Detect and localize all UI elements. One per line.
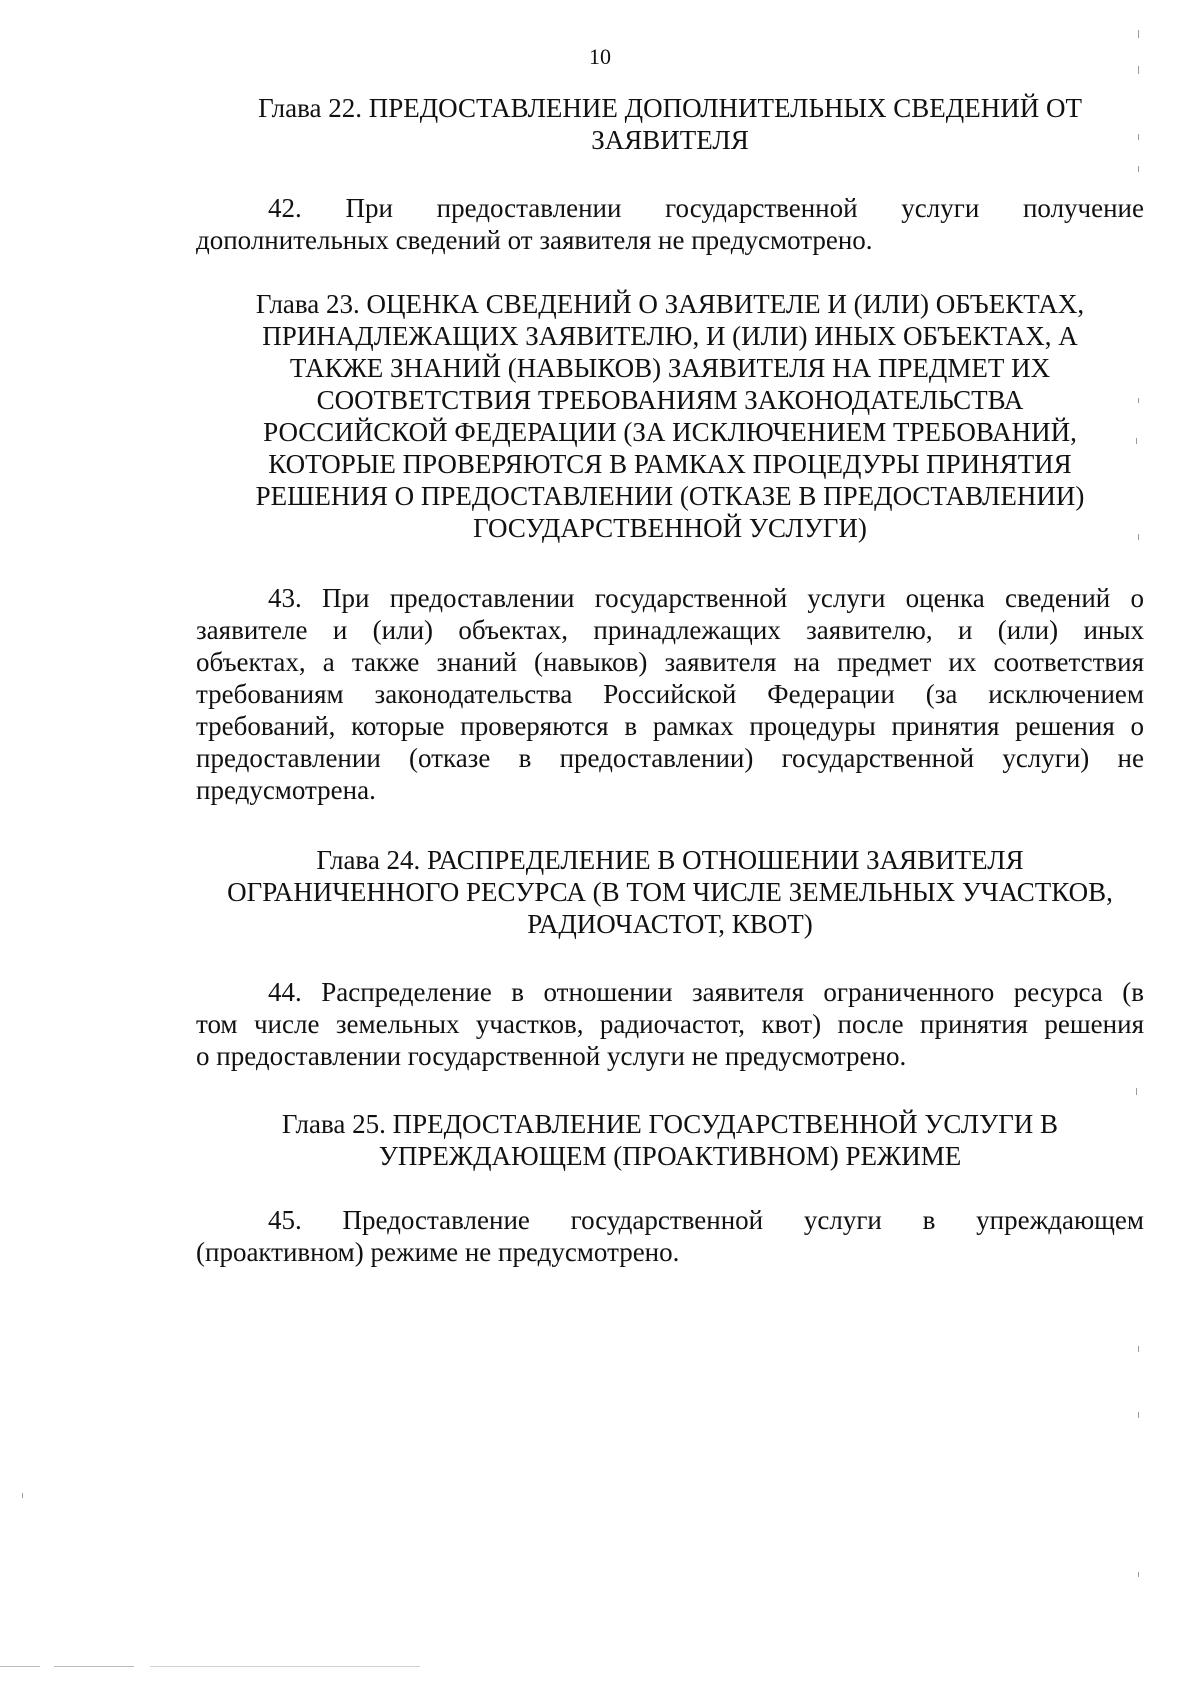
heading-line: Глава 22. ПРЕДОСТАВЛЕНИЕ ДОПОЛНИТЕЛЬНЫХ СВЕДЕНИЙ ОТ (258, 93, 1082, 123)
paragraph-line: предоставлении (отказе в предоставлении) государственной услуги) не (196, 743, 1144, 773)
paragraph-44 (196, 976, 1144, 1072)
chapter-22-heading (196, 92, 1144, 156)
paragraph-line: 42. При предоставлении государственной услуги получение (268, 193, 1144, 223)
paragraph-line: дополнительных сведений от заявителя не предусмотрено. (196, 225, 873, 255)
scan-artifact (1138, 1572, 1139, 1577)
heading-line: РАДИОЧАСТОТ, КВОТ) (527, 909, 813, 939)
heading-line: Глава 25. ПРЕДОСТАВЛЕНИЕ ГОСУДАРСТВЕННОЙ УСЛУГИ В (281, 1109, 1059, 1139)
scan-artifact (1138, 30, 1139, 38)
scan-artifact (1138, 66, 1139, 74)
paragraph-line: 44. Распределение в отношении заявителя ограниченного ресурса (в (268, 977, 1144, 1007)
scan-artifact (1138, 1412, 1139, 1418)
paragraph-line: о предоставлении государственной услуги не предусмотрено. (196, 1041, 907, 1071)
chapter-23-heading (196, 288, 1144, 544)
paragraph-line: (проактивном) режиме не предусмотрено. (196, 1237, 680, 1267)
paragraph-line: том числе земельных участков, радиочастот, квот) после принятия решения (196, 1009, 1144, 1039)
heading-line: СООТВЕТСТВИЯ ТРЕБОВАНИЯМ ЗАКОНОДАТЕЛЬСТВА (316, 385, 1024, 415)
scan-artifact (1138, 134, 1139, 140)
scan-artifact (1136, 438, 1137, 444)
paragraph-line: предусмотрена. (196, 775, 376, 805)
heading-line: РОССИЙСКОЙ ФЕДЕРАЦИИ (ЗА ИСКЛЮЧЕНИЕМ ТРЕБОВАНИЙ, (263, 417, 1077, 447)
scan-artifact (1138, 398, 1139, 403)
paragraph-line: заявителе и (или) объектах, принадлежащих заявителю, и (или) иных (196, 615, 1144, 645)
paragraph-line: 43. При предоставлении государственной услуги оценка сведений о (268, 583, 1144, 613)
paragraph-43 (196, 582, 1144, 806)
heading-line: ПРИНАДЛЕЖАЩИХ ЗАЯВИТЕЛЮ, И (ИЛИ) ИНЫХ ОБЪЕКТАХ, А (262, 321, 1078, 351)
heading-line: Глава 24. РАСПРЕДЕЛЕНИЕ В ОТНОШЕНИИ ЗАЯВИТЕЛЯ (316, 845, 1024, 875)
scan-artifact (1136, 1088, 1137, 1095)
scan-artifact (1138, 1346, 1139, 1352)
paragraph-line: требований, которые проверяются в рамках процедуры принятия решения о (196, 711, 1144, 741)
chapter-25-heading (196, 1108, 1144, 1172)
heading-line: ОГРАНИЧЕННОГО РЕСУРСА (В ТОМ ЧИСЛЕ ЗЕМЕЛЬНЫХ УЧАСТКОВ, (227, 877, 1113, 907)
paragraph-42 (196, 192, 1144, 256)
scan-artifact (150, 1666, 420, 1667)
page-number: 10 (589, 44, 611, 69)
heading-line: ГОСУДАРСТВЕННОЙ УСЛУГИ) (473, 513, 867, 543)
heading-line: ТАКЖЕ ЗНАНИЙ (НАВЫКОВ) ЗАЯВИТЕЛЯ НА ПРЕДМЕТ ИХ (289, 353, 1051, 383)
scan-artifact (1138, 534, 1139, 540)
scan-artifact (54, 1666, 134, 1667)
paragraph-45 (196, 1204, 1144, 1268)
scan-artifact (0, 1666, 40, 1667)
scan-artifact (1138, 166, 1139, 172)
paragraph-line: объектах, а также знаний (навыков) заявителя на предмет их соответствия (196, 647, 1144, 677)
paragraph-line: требованиям законодательства Российской Федерации (за исключением (196, 679, 1144, 709)
scan-artifact (22, 1493, 23, 1498)
heading-line: УПРЕЖДАЮЩЕМ (ПРОАКТИВНОМ) РЕЖИМЕ (378, 1141, 962, 1171)
paragraph-line: 45. Предоставление государственной услуги в упреждающем (268, 1205, 1144, 1235)
heading-line: КОТОРЫЕ ПРОВЕРЯЮТСЯ В РАМКАХ ПРОЦЕДУРЫ ПРИНЯТИЯ (268, 449, 1072, 479)
heading-line: ЗАЯВИТЕЛЯ (591, 125, 749, 155)
heading-line: РЕШЕНИЯ О ПРЕДОСТАВЛЕНИИ (ОТКАЗЕ В ПРЕДОСТАВЛЕНИИ) (255, 481, 1085, 511)
heading-line: Глава 23. ОЦЕНКА СВЕДЕНИЙ О ЗАЯВИТЕЛЕ И (ИЛИ) ОБЪЕКТАХ, (255, 289, 1085, 319)
chapter-24-heading (196, 844, 1144, 940)
